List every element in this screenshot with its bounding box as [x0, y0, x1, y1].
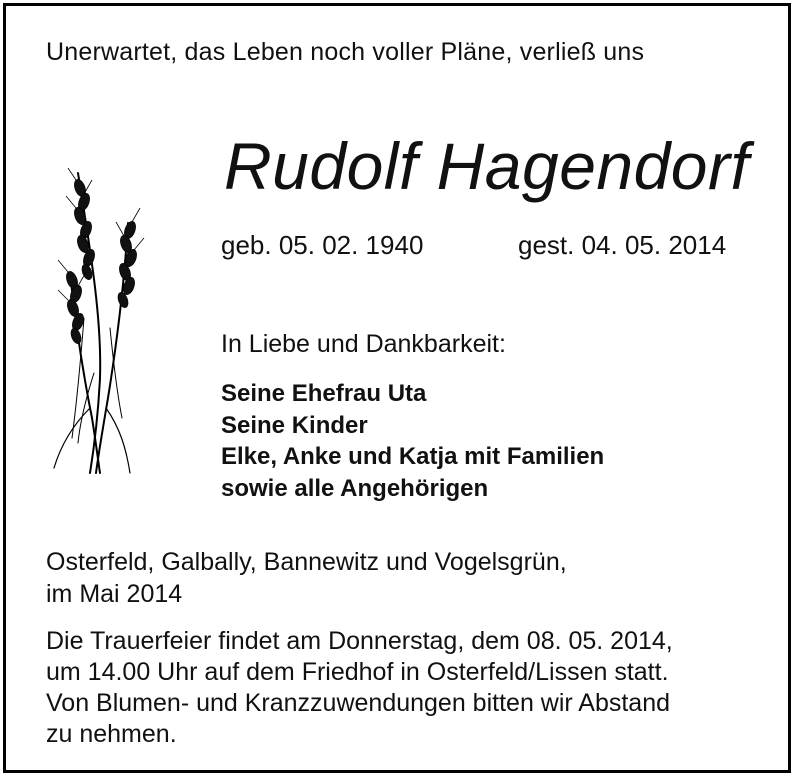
- place-and-date: [46, 546, 567, 610]
- death-date: gest. 04. 05. 2014: [518, 230, 727, 260]
- survivor-line: Seine Ehefrau Uta: [221, 380, 427, 407]
- survivors-list: [221, 378, 604, 504]
- notice-line: um 14.00 Uhr auf dem Friedhof in Osterfeld/Lissen statt.: [46, 658, 669, 686]
- intro-line: Unerwartet, das Leben noch voller Pläne, verließ uns: [46, 38, 645, 66]
- deceased-name: Rudolf Hagendorf: [224, 129, 750, 203]
- notice-line: zu nehmen.: [46, 720, 177, 748]
- place-line: im Mai 2014: [46, 580, 183, 608]
- notice-line: Von Blumen- und Kranzzuwendungen bitten wir Abstand: [46, 689, 671, 717]
- survivor-line: Elke, Anke und Katja mit Familien: [221, 443, 605, 470]
- notice-line: Die Trauerfeier findet am Donnerstag, dem 08. 05. 2014,: [46, 627, 673, 655]
- dedication-line: In Liebe und Dankbarkeit:: [221, 330, 506, 358]
- place-line: Osterfeld, Galbally, Bannewitz und Vogelsgrün,: [46, 548, 567, 576]
- funeral-notice: [46, 626, 673, 750]
- survivor-line: Seine Kinder: [221, 411, 368, 439]
- survivor-line: sowie alle Angehörigen: [221, 474, 489, 502]
- obituary-frame: [3, 3, 791, 773]
- wheat-ears-icon: [50, 168, 152, 480]
- birth-date: geb. 05. 02. 1940: [221, 230, 424, 260]
